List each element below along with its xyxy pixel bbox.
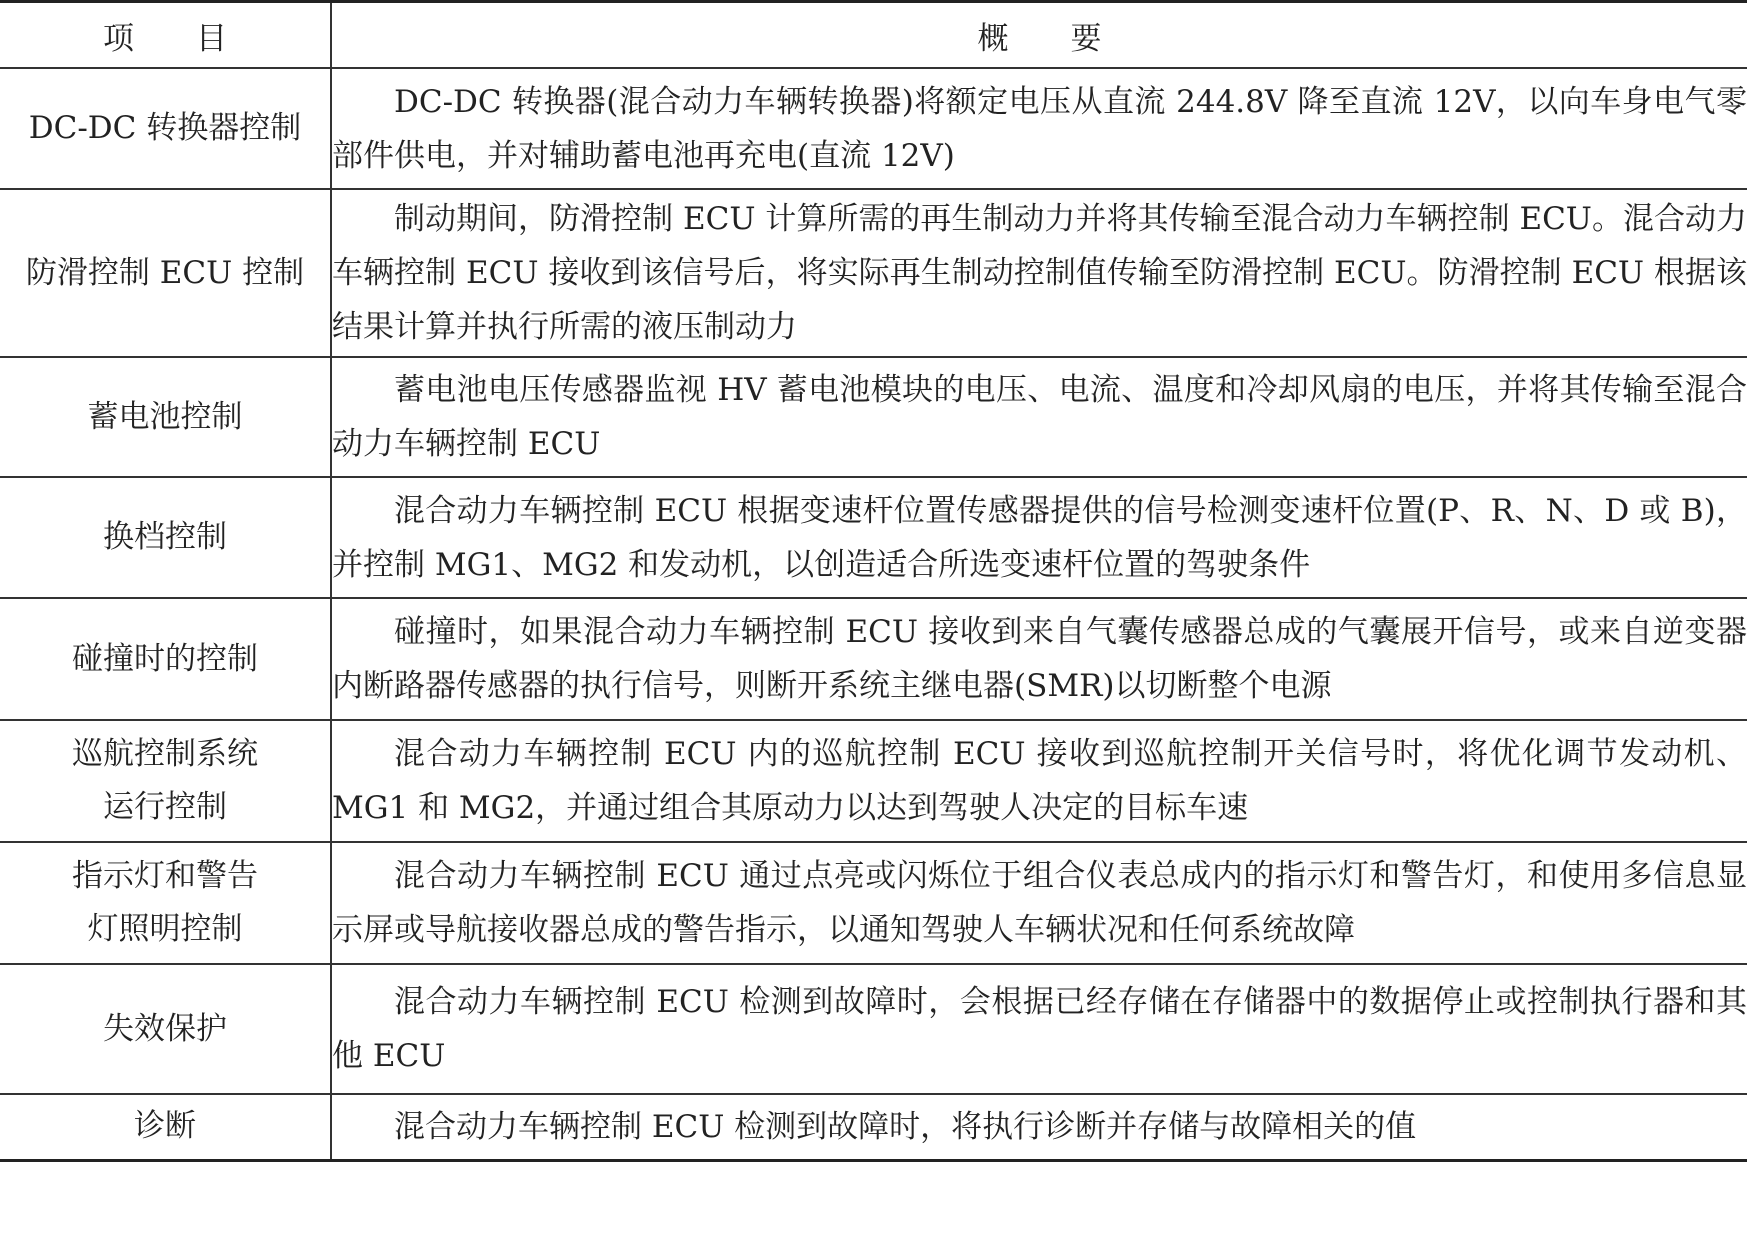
row-item-label: 诊断: [134, 1108, 196, 1145]
table-row: [0, 964, 1747, 1094]
table-row: [0, 477, 1747, 598]
row-item: [0, 189, 331, 357]
row-item-label: 运行控制: [103, 789, 227, 825]
table-row: [0, 720, 1747, 842]
header-item-label: 项 目: [103, 20, 227, 57]
row-summary: 混合动力车辆控制 ECU 检测到故障时，将执行诊断并存储与故障相关的值: [331, 1094, 1747, 1160]
header-item: [0, 2, 331, 69]
row-item-label: 换档控制: [103, 519, 227, 555]
table-row: [0, 1094, 1747, 1160]
row-summary: 蓄电池电压传感器监视 HV 蓄电池模块的电压、电流、温度和冷却风扇的电压，并将其传输至混合动力车辆控制 ECU: [331, 357, 1747, 477]
row-item: [0, 598, 331, 720]
row-item: [0, 357, 331, 477]
row-item: [0, 477, 331, 598]
row-item: [0, 68, 331, 189]
header-row: [0, 2, 1747, 69]
row-summary: 混合动力车辆控制 ECU 内的巡航控制 ECU 接收到巡航控制开关信号时，将优化调节发动机、MG1 和 MG2，并通过组合其原动力以达到驾驶人决定的目标车速: [331, 720, 1747, 842]
table-header: [0, 2, 1747, 69]
row-item-label: 碰撞时的控制: [72, 640, 258, 677]
row-item-label: 蓄电池控制: [87, 398, 243, 435]
row-item-label: 指示灯和警告: [72, 858, 258, 894]
header-summary: [331, 2, 1747, 69]
header-summary-label: 概 要: [977, 20, 1102, 57]
row-summary: 制动期间，防滑控制 ECU 计算所需的再生制动力并将其传输至混合动力车辆控制 ECU。混合动力车辆控制 ECU 接收到该信号后，将实际再生制动控制值传输至防滑控制 ECU。防滑控制 ECU 根据该结果计算并执行所需的液压制动力: [331, 189, 1747, 357]
row-summary: 碰撞时，如果混合动力车辆控制 ECU 接收到来自气囊传感器总成的气囊展开信号，或来自逆变器内断路器传感器的执行信号，则断开系统主继电器(SMR)以切断整个电源: [331, 598, 1747, 720]
table-row: [0, 68, 1747, 189]
row-summary: 混合动力车辆控制 ECU 检测到故障时，会根据已经存储在存储器中的数据停止或控制执行器和其他 ECU: [331, 964, 1747, 1094]
row-item-label: 防滑控制 ECU 控制: [25, 254, 305, 291]
row-item: [0, 842, 331, 964]
row-item: [0, 720, 331, 842]
row-item-label: 灯照明控制: [87, 911, 243, 947]
row-item-label: 巡航控制系统: [72, 736, 258, 772]
row-item-label: DC-DC 转换器控制: [28, 110, 302, 146]
table-row: [0, 598, 1747, 720]
row-summary: 混合动力车辆控制 ECU 根据变速杆位置传感器提供的信号检测变速杆位置(P、R、N、D 或 B)，并控制 MG1、MG2 和发动机，以创造适合所选变速杆位置的驾驶条件: [331, 477, 1747, 598]
row-summary: DC-DC 转换器(混合动力车辆转换器)将额定电压从直流 244.8V 降至直流 12V，以向车身电气零部件供电，并对辅助蓄电池再充电(直流 12V): [331, 68, 1747, 189]
row-item: [0, 1094, 331, 1160]
table-row: [0, 357, 1747, 477]
table-row: [0, 189, 1747, 357]
row-summary: 混合动力车辆控制 ECU 通过点亮或闪烁位于组合仪表总成内的指示灯和警告灯，和使用多信息显示屏或导航接收器总成的警告指示，以通知驾驶人车辆状况和任何系统故障: [331, 842, 1747, 964]
row-item: [0, 964, 331, 1094]
row-item-label: 失效保护: [103, 1010, 227, 1047]
table-row: [0, 842, 1747, 964]
